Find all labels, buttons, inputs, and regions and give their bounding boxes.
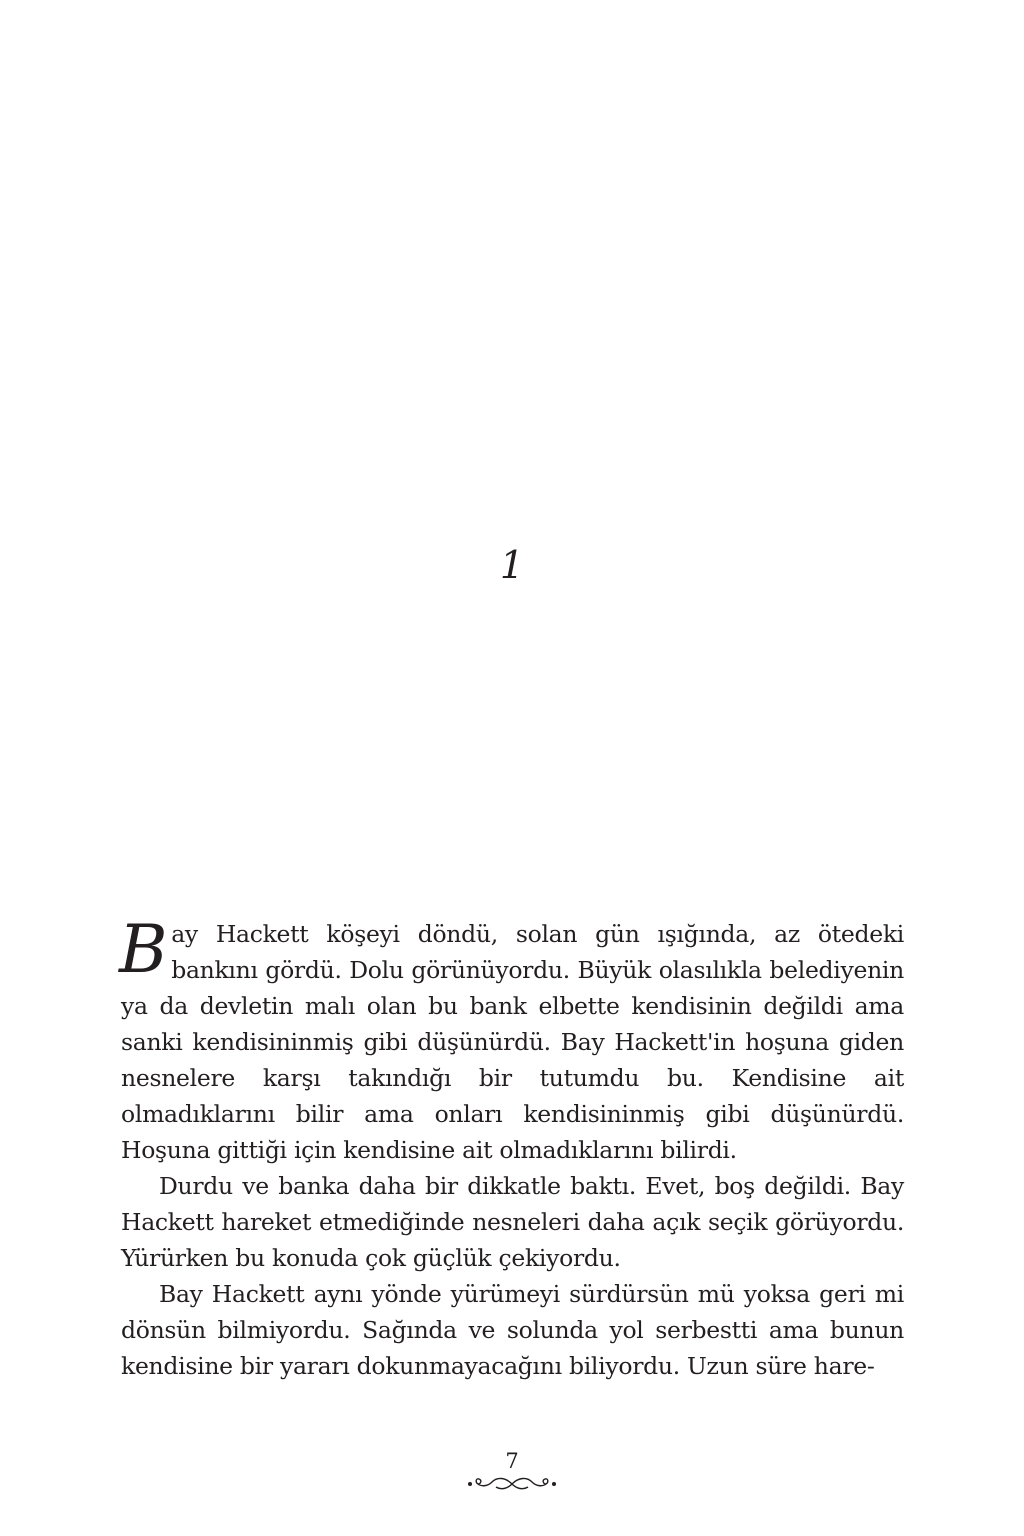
paragraph-1-text: ay Hackett köşeyi döndü, solan gün ışığında, az ötedeki bankını gördü. Dolu görünüyordu. Büyük olasılıkla belediyenin ya da devletin malı olan bu bank elbette kendisinin değildi ama sanki kendisininmiş gibi düşünürdü. Bay Hackett'in hoşuna giden nesnelere karşı takındığı bir tutumdu bu. Kendisine ait olmadıklarını bilir ama onları kendisininmiş gibi düşünürdü. Hoşuna gittiği için kendisine ait olmadıklarını bilirdi. [121,920,904,1164]
paragraph-1 [119,911,904,1168]
body-text [119,911,904,1384]
page-number: 7 [505,1449,519,1473]
paragraph-3: Bay Hackett aynı yönde yürümeyi sürdürsün mü yoksa geri mi dönsün bilmiyordu. Sağında ve solunda yol serbestti ama bunun kendisine bir yararı dokunmayacağını biliyordu. Uzun süre hare- [121,1280,904,1380]
scroll-ornament-icon [467,1475,557,1493]
drop-cap: B [119,911,168,988]
paragraph-2: Durdu ve banka daha bir dikkatle baktı. Evet, boş değildi. Bay Hackett hareket etmediğinde nesneleri daha açık seçik görüyordu. Yürürken bu konuda çok güçlük çekiyordu. [121,1172,904,1272]
chapter-number: 1 [499,543,525,587]
